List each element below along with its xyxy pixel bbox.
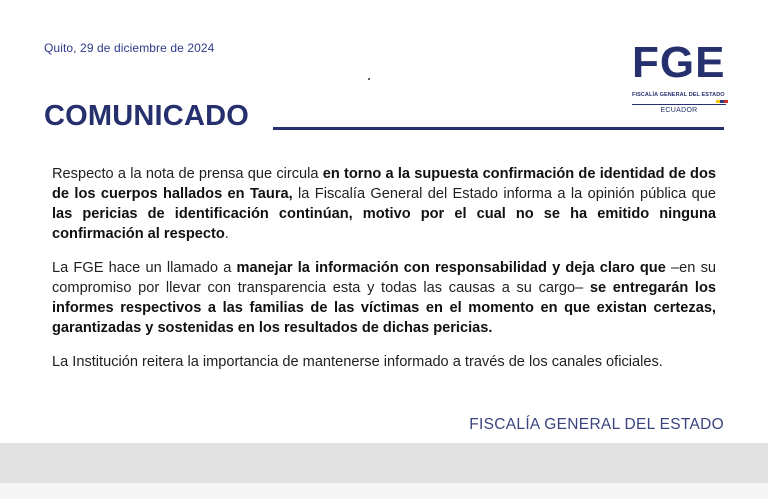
title-underline [273,127,724,130]
logo-subtitle: FISCALÍA GENERAL DEL ESTADO [632,92,725,98]
paragraph-1-bold-2: las pericias de identificación continúan, motivo por el cual no se ha emitido ninguna confirmación al respecto [52,206,716,242]
paragraph-2-text-2: –en su compromiso por llevar con transparencia esta y todas las causas a su cargo– [52,260,716,296]
paragraph-2-text-1: La FGE hace un llamado a [52,260,237,276]
paragraph-2 [52,258,716,338]
paragraph-2-bold-1: manejar la información con responsabilidad y deja claro que [236,260,666,276]
footer-band [0,443,768,483]
paragraph-3-text-1: La Institución reitera la importancia de mantenerse informado a través de los canales oficiales. [52,354,663,370]
document-title: COMUNICADO [44,100,249,132]
signature: FISCALÍA GENERAL DEL ESTADO [469,416,724,433]
flag-icon [716,100,728,103]
paragraph-1 [52,164,716,244]
paragraph-1-text-3: . [224,226,229,242]
document-date: Quito, 29 de diciembre de 2024 [44,41,215,55]
footer-bottom [0,483,768,499]
logo-divider [632,104,726,105]
paragraph-1-text-2: la Fiscalía General del Estado informa a la opinión pública que [292,186,717,202]
logo-mark: FGE [632,38,726,87]
stray-dot [368,78,370,80]
fge-logo [630,38,730,118]
paragraph-2-bold-2: se entregarán los informes respectivos a las familias de las víctimas en el momento en que existan certezas, garantizadas y sostenidas en los resultados de dichas pericias. [52,280,716,336]
paragraph-1-bold-1: en torno a la supuesta confirmación de identidad de dos de los cuerpos hallados en Taura, [52,166,716,202]
logo-country: ECUADOR [660,107,698,114]
paragraph-3 [52,352,716,372]
paragraph-1-text-1: Respecto a la nota de prensa que circula [52,166,323,182]
